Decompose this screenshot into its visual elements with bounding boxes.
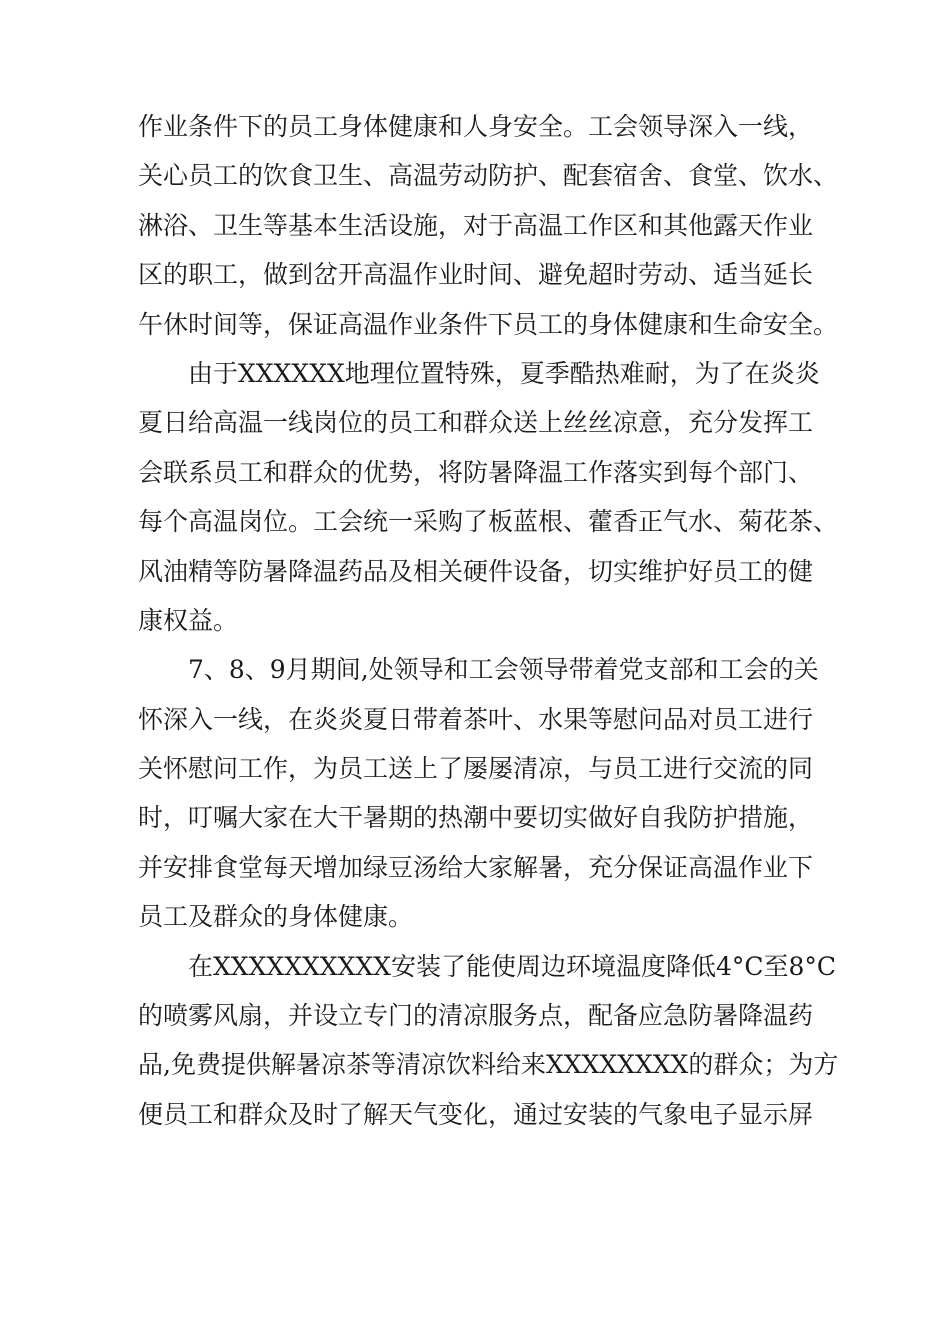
text-line: 在XXXXXXXXXX安装了能使周边环境温度降低4°C至8°C [188, 951, 837, 981]
text-line: 关心员工的饮食卫生、高温劳动防护、配套宿舍、食堂、饮水、 [138, 161, 839, 191]
text-line: 会联系员工和群众的优势，将防暑降温工作落实到每个部门、 [138, 457, 814, 487]
text-line: 由于XXXXXX地理位置特殊，夏季酷热难耐，为了在炎炎 [188, 358, 820, 388]
text-line: 品,免费提供解暑凉茶等清凉饮料给来XXXXXXXX的群众；为方 [138, 1050, 839, 1080]
text-line: 风油精等防暑降温药品及相关硬件设备，切实维护好员工的健 [138, 556, 814, 586]
text-line: 关怀慰问工作，为员工送上了屡屡清凉，与员工进行交流的同 [138, 754, 814, 784]
text-line: 便员工和群众及时了解天气变化，通过安装的气象电子显示屏 [138, 1099, 814, 1129]
text-line: 并安排食堂每天增加绿豆汤给大家解暑，充分保证高温作业下 [138, 852, 814, 882]
text-line: 每个高温岗位。工会统一采购了板蓝根、藿香正气水、菊花茶、 [138, 507, 839, 537]
text-line: 淋浴、卫生等基本生活设施，对于高温工作区和其他露天作业 [138, 210, 814, 240]
text-line: 康权益。 [138, 605, 239, 635]
body-text [138, 102, 858, 1139]
text-line: 区的职工，做到岔开高温作业时间、避免超时劳动、适当延长 [138, 260, 814, 290]
text-line: 怀深入一线，在炎炎夏日带着茶叶、水果等慰问品对员工进行 [138, 704, 814, 734]
text-line: 时，叮嘱大家在大干暑期的热潮中要切实做好自我防护措施， [138, 803, 814, 833]
text-line: 夏日给高温一线岗位的员工和群众送上丝丝凉意，充分发挥工 [138, 408, 814, 438]
text-line: 员工及群众的身体健康。 [138, 902, 414, 932]
text-line: 的喷雾风扇，并设立专门的清凉服务点，配备应急防暑降温药 [138, 1001, 814, 1031]
text-line: 午休时间等，保证高温作业条件下员工的身体健康和生命安全。 [138, 309, 839, 339]
text-line: 作业条件下的员工身体健康和人身安全。工会领导深入一线， [138, 112, 814, 141]
text-line: 7、8、9月期间,处领导和工会领导带着党支部和工会的关 [188, 655, 819, 685]
